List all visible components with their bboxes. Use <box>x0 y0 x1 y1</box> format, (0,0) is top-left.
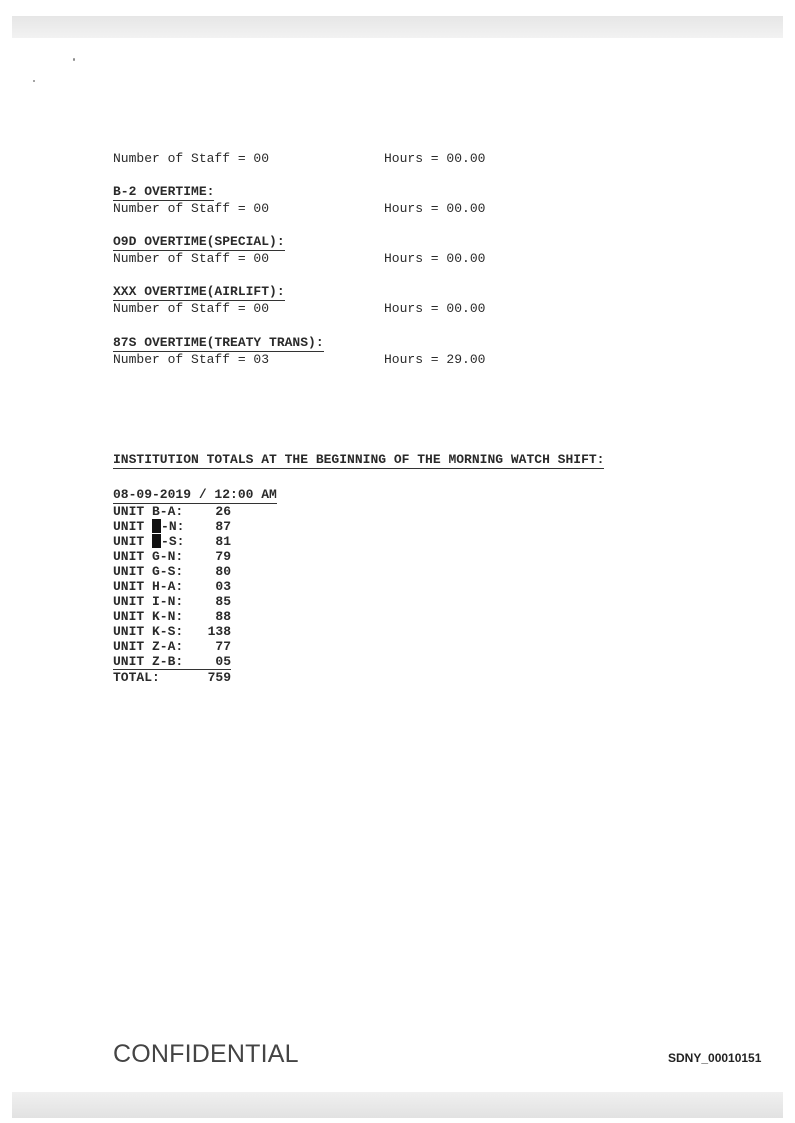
unit-label: UNIT Z-A: <box>113 639 184 654</box>
unit-row <box>113 519 277 534</box>
total-label: TOTAL: <box>113 670 160 685</box>
unit-row <box>113 594 277 609</box>
unit-totals-table <box>113 487 277 685</box>
hours-line: Hours = 00.00 <box>384 201 486 216</box>
unit-value: 85 <box>215 594 231 609</box>
hours-line: Hours = 29.00 <box>384 352 486 367</box>
unit-label: UNIT K-S: <box>113 624 184 639</box>
section-header: XXX OVERTIME(AIRLIFT): <box>113 284 285 299</box>
scan-speck <box>73 58 75 61</box>
unit-value: 80 <box>215 564 231 579</box>
scan-border-top <box>12 16 783 38</box>
unit-label: UNIT G-S: <box>113 564 184 579</box>
unit-row <box>113 654 231 670</box>
unit-label: UNIT G-N: <box>113 549 184 564</box>
total-row <box>113 670 277 685</box>
unit-row <box>113 564 277 579</box>
unit-value: 26 <box>215 504 231 519</box>
unit-label: UNIT -N: <box>113 519 185 534</box>
unit-label: UNIT Z-B: <box>113 654 184 669</box>
unit-value: 05 <box>215 654 231 669</box>
unit-value: 87 <box>215 519 231 534</box>
redaction-bar <box>152 519 161 533</box>
unit-row <box>113 504 277 519</box>
scan-speck <box>33 80 35 82</box>
staff-line: Number of Staff = 00 <box>113 151 270 166</box>
date-header: 08-09-2019 / 12:00 AM <box>113 487 277 502</box>
unit-label: UNIT B-A: <box>113 504 184 519</box>
section-header: O9D OVERTIME(SPECIAL): <box>113 234 285 249</box>
unit-row <box>113 579 277 594</box>
hours-line: Hours = 00.00 <box>384 301 486 316</box>
bates-number: SDNY_00010151 <box>668 1051 762 1065</box>
hours-line: Hours = 00.00 <box>384 151 486 166</box>
unit-value: 79 <box>215 549 231 564</box>
unit-value: 81 <box>215 534 231 549</box>
staff-line: Number of Staff = 00 <box>113 251 270 266</box>
unit-label: UNIT K-N: <box>113 609 184 624</box>
unit-row <box>113 624 277 639</box>
staff-line: Number of Staff = 00 <box>113 301 270 316</box>
staff-line: Number of Staff = 03 <box>113 352 270 367</box>
confidential-stamp: CONFIDENTIAL <box>113 1040 299 1068</box>
unit-row <box>113 609 277 624</box>
unit-value: 88 <box>215 609 231 624</box>
unit-value: 03 <box>215 579 231 594</box>
redaction-bar <box>152 534 161 548</box>
staff-line: Number of Staff = 00 <box>113 201 270 216</box>
unit-label: UNIT I-N: <box>113 594 184 609</box>
total-value: 759 <box>207 670 231 685</box>
institution-totals-header: INSTITUTION TOTALS AT THE BEGINNING OF THE MORNING WATCH SHIFT: <box>113 452 605 467</box>
unit-value: 138 <box>207 624 231 639</box>
unit-label: UNIT -S: <box>113 534 185 549</box>
unit-row <box>113 639 277 654</box>
section-header: B-2 OVERTIME: <box>113 184 215 199</box>
unit-row <box>113 534 277 549</box>
scan-border-bottom <box>12 1092 783 1118</box>
unit-label: UNIT H-A: <box>113 579 184 594</box>
unit-row <box>113 549 277 564</box>
unit-value: 77 <box>215 639 231 654</box>
hours-line: Hours = 00.00 <box>384 251 486 266</box>
section-header: 87S OVERTIME(TREATY TRANS): <box>113 335 324 350</box>
